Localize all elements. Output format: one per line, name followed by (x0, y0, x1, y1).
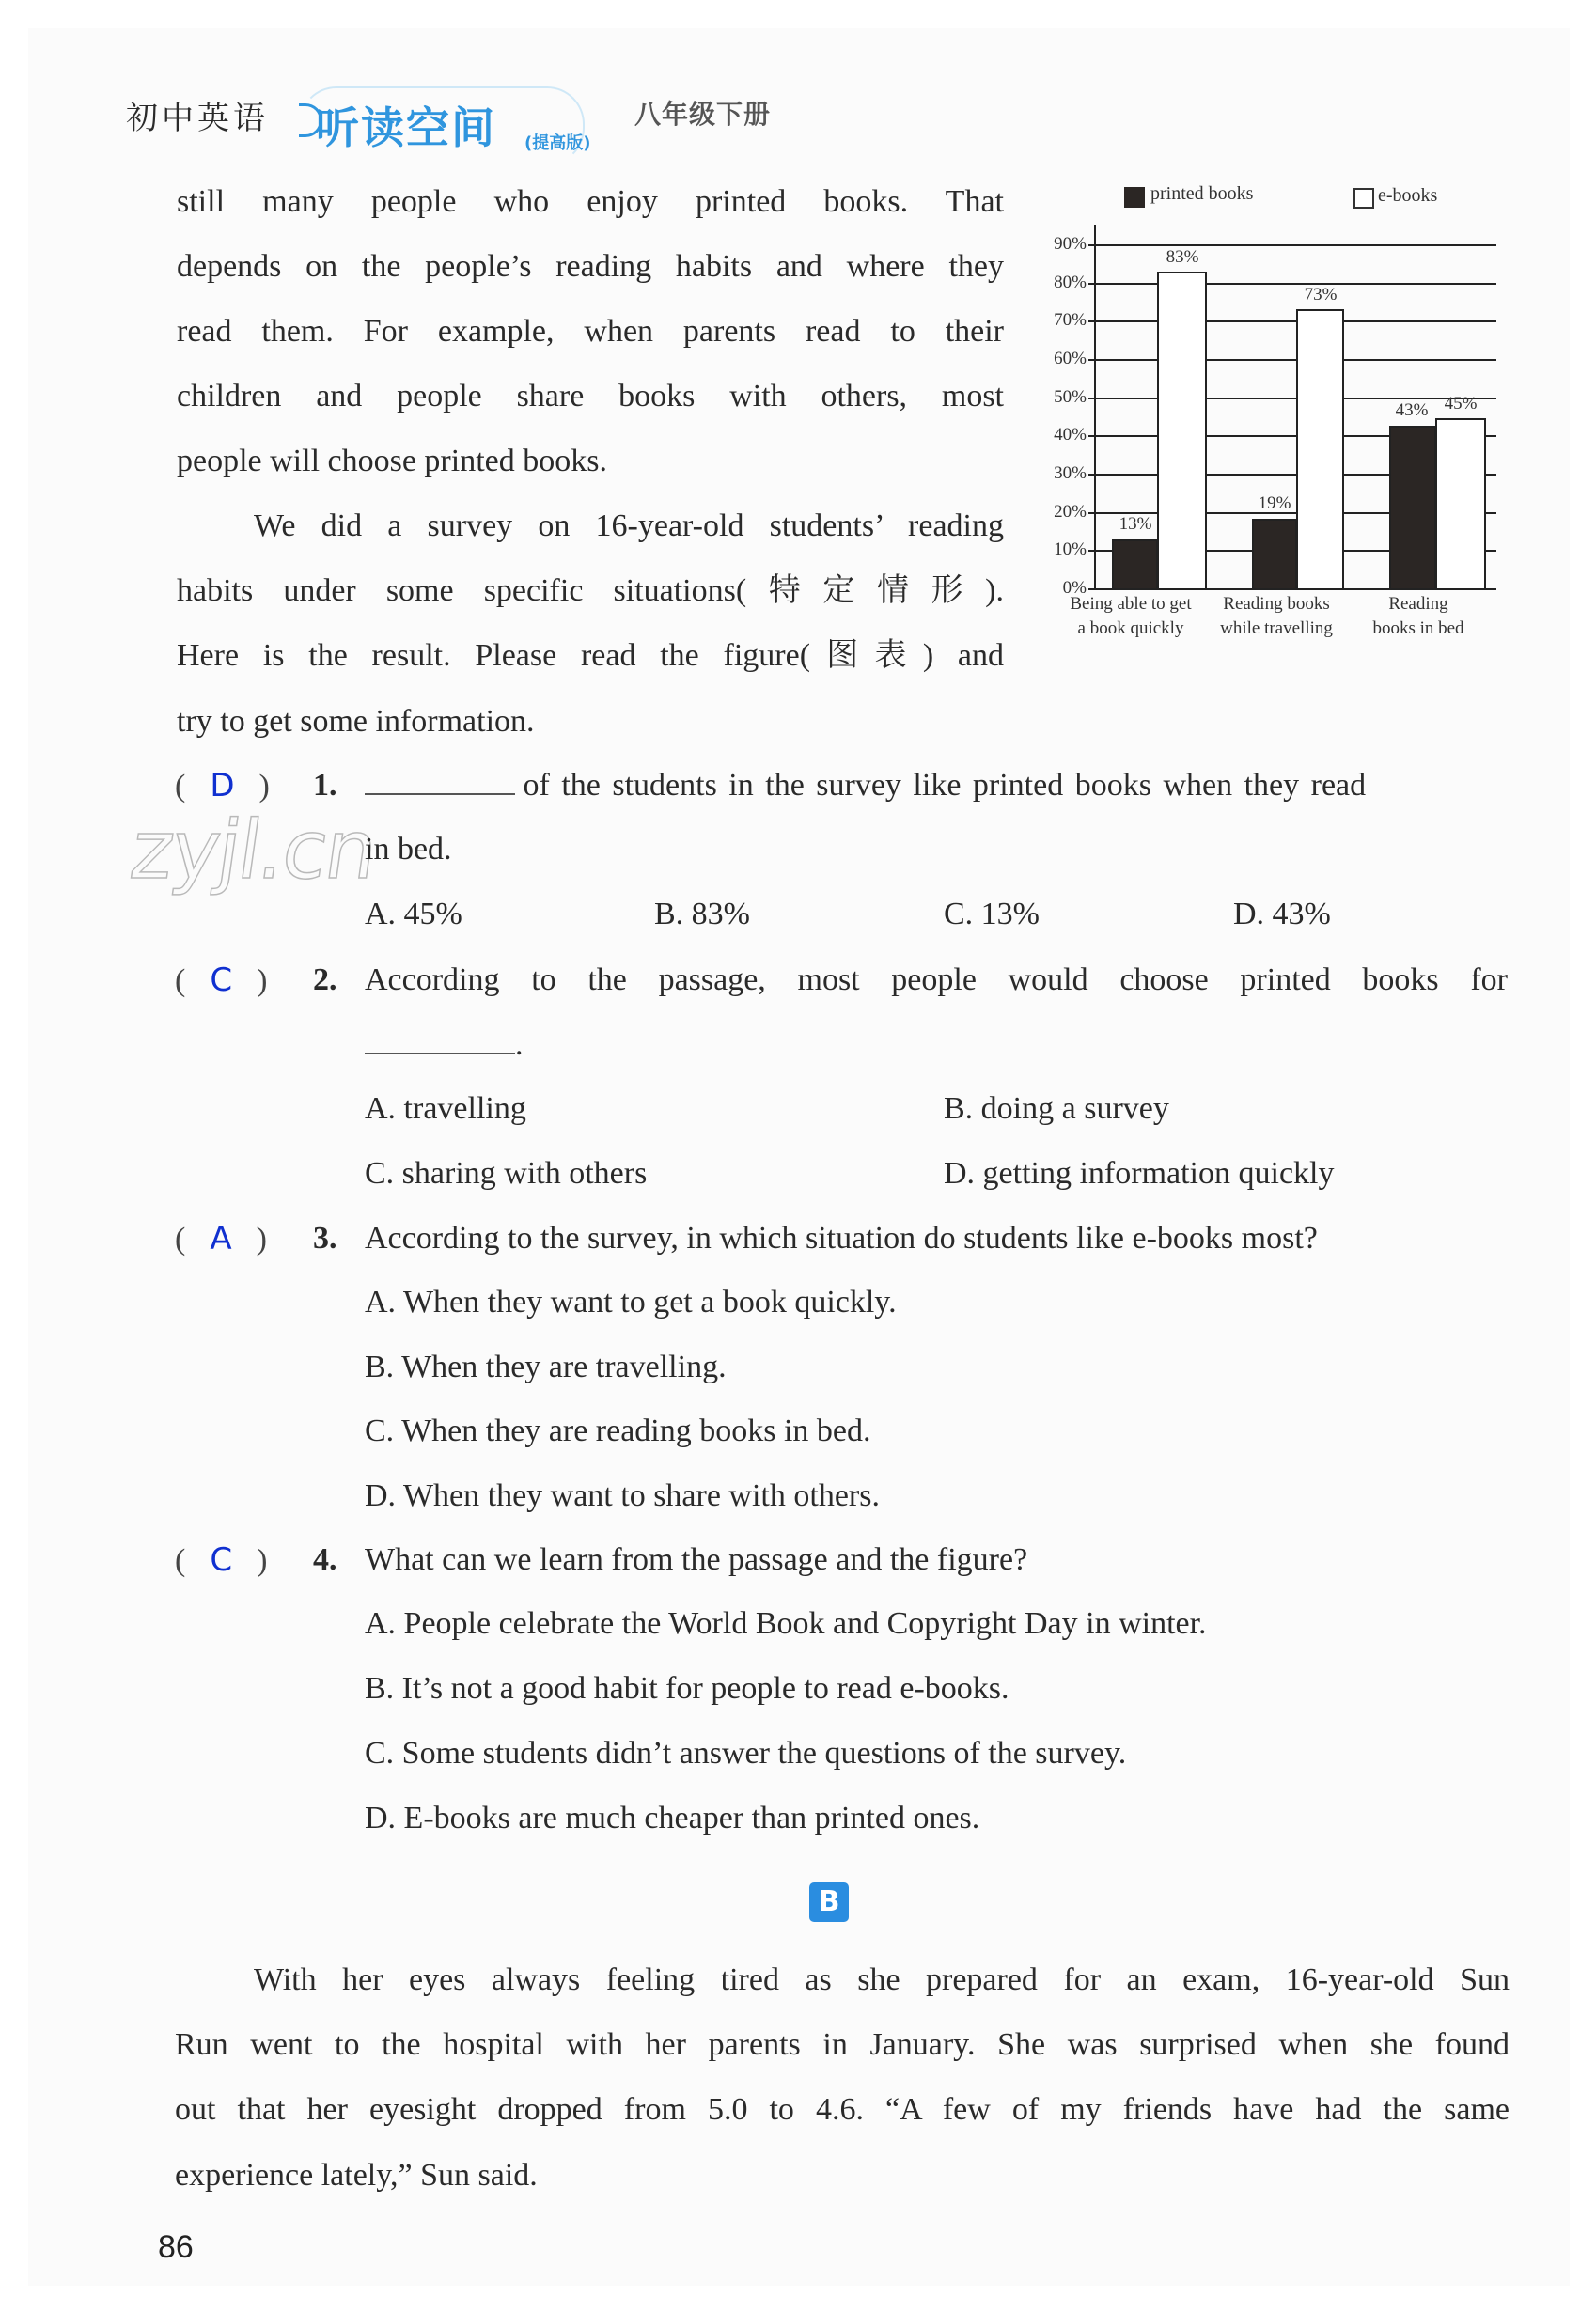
option-a: A. travelling (365, 1091, 526, 1126)
bar-ebook-bed (1435, 418, 1486, 590)
x-label-line: Reading (1388, 594, 1448, 614)
question-number: 1. (313, 768, 337, 803)
y-tick: 70% (1054, 310, 1087, 330)
x-label-line: Reading books (1223, 594, 1330, 614)
option-a: A. When they want to get a book quickly. (365, 1285, 897, 1320)
passage-line: habits under some specific situations(特定情形). (177, 573, 1004, 608)
passage-b-line: Run went to the hospital with her parents in January. She was surprised when she found (175, 2027, 1510, 2062)
bar-ebook-quickly (1157, 272, 1207, 590)
gridline-70 (1088, 320, 1496, 322)
paren-close: ) (256, 1222, 267, 1257)
y-tick: 60% (1054, 349, 1087, 368)
edition-label: (提高版) (524, 133, 591, 153)
bar-ebook-travelling (1296, 309, 1344, 590)
answer-3[interactable]: A (210, 1220, 232, 1258)
bar-printed-quickly (1112, 539, 1158, 590)
passage-line: depends on the people’s reading habits and where they (177, 249, 1004, 284)
option-c: C. sharing with others (365, 1156, 648, 1191)
option-d: D. getting information quickly (944, 1156, 1335, 1191)
paren-close: ) (257, 963, 268, 998)
question-stem: What can we learn from the passage and the figure? (365, 1542, 1028, 1577)
passage-line: Here is the result. Please read the figure(图表) and (177, 638, 1004, 673)
y-tick: 0% (1062, 578, 1087, 598)
option-c: C. When they are reading books in bed. (365, 1414, 871, 1448)
grade-label: 八年级下册 (634, 99, 772, 130)
answer-blank (365, 1026, 515, 1054)
passage-line: children and people share books with others, most (177, 379, 1004, 414)
passage-line: still many people who enjoy printed books. That (177, 184, 1004, 219)
gridline-60 (1088, 359, 1496, 361)
option-a: A. 45% (365, 897, 462, 931)
question-number: 3. (313, 1221, 337, 1256)
y-tick: 50% (1054, 387, 1087, 407)
passage-line: try to get some information. (177, 704, 535, 739)
legend-swatch-ebooks (1353, 188, 1374, 209)
question-3 (175, 1220, 267, 1258)
y-tick: 40% (1054, 425, 1087, 445)
passage-line: We did a survey on 16-year-old students’ reading (254, 508, 1004, 543)
question-2 (175, 961, 267, 999)
question-stem: According to the passage, most people would choose printed books for (365, 962, 1508, 997)
y-tick: 20% (1054, 502, 1087, 522)
bar-printed-bed (1389, 426, 1436, 590)
question-number: 4. (313, 1542, 337, 1577)
passage-b-line: With her eyes always feeling tired as she prepared for an exam, 16-year-old Sun (254, 1962, 1510, 1997)
legend-swatch-printed (1124, 187, 1145, 208)
y-axis (1094, 225, 1096, 590)
question-4 (175, 1541, 267, 1579)
question-number: 2. (313, 962, 337, 997)
brand-logo-text: 听读空间 (316, 102, 496, 153)
paren-close: ) (257, 1543, 268, 1578)
section-b-badge: B (809, 1882, 849, 1922)
option-a: A. People celebrate the World Book and Copyright Day in winter. (365, 1606, 1207, 1641)
passage-line: read them. For example, when parents read to their (177, 314, 1004, 349)
option-d: D. When they want to share with others. (365, 1478, 880, 1513)
legend-label-printed: printed books (1150, 183, 1254, 204)
answer-1[interactable]: D (210, 767, 235, 805)
option-b: B. It’s not a good habit for people to read e-books. (365, 1671, 1009, 1706)
brand-logo (316, 94, 496, 156)
x-label-line: while travelling (1220, 618, 1333, 638)
x-label-line: books in bed (1372, 618, 1464, 638)
y-tick: 30% (1054, 463, 1087, 483)
legend-label-ebooks: e-books (1378, 185, 1438, 206)
passage-line: people will choose printed books. (177, 444, 607, 478)
option-c: C. 13% (944, 897, 1040, 931)
y-tick: 10% (1054, 539, 1087, 559)
bar-printed-travelling (1252, 519, 1297, 590)
value-label: 13% (1119, 514, 1152, 534)
question-stem-line2: in bed. (365, 832, 452, 867)
paren-open: ( (175, 769, 186, 804)
x-label-travelling (1209, 592, 1344, 641)
x-label-quickly (1066, 592, 1196, 641)
x-label-line: Being able to get (1070, 594, 1192, 614)
series-title: 初中英语 (126, 100, 269, 137)
paren-close: ) (258, 769, 270, 804)
value-label: 19% (1258, 493, 1291, 513)
passage-b-line: experience lately,” Sun said. (175, 2158, 538, 2193)
passage-b-line: out that her eyesight dropped from 5.0 to 4.6. “A few of my friends have had the same (175, 2092, 1510, 2127)
y-tick: 90% (1054, 234, 1087, 254)
option-c: C. Some students didn’t answer the questions of the survey. (365, 1736, 1127, 1771)
value-label: 45% (1444, 394, 1478, 414)
answer-2[interactable]: C (210, 961, 233, 999)
option-d: D. 43% (1233, 897, 1331, 931)
x-label-line: a book quickly (1077, 618, 1184, 638)
period: . (515, 1027, 524, 1062)
y-tick: 80% (1054, 273, 1087, 292)
survey-bar-chart (1034, 174, 1541, 653)
page-number: 86 (158, 2229, 194, 2265)
option-d: D. E-books are much cheaper than printed ones. (365, 1801, 980, 1836)
option-b: B. 83% (654, 897, 750, 931)
answer-4[interactable]: C (210, 1541, 233, 1579)
value-label: 43% (1395, 400, 1429, 420)
answer-blank (365, 767, 515, 795)
option-b: B. When they are travelling. (365, 1350, 727, 1384)
paren-open: ( (175, 963, 186, 998)
watermark: zyjl.cn (124, 804, 382, 898)
paren-open: ( (175, 1222, 186, 1257)
value-label: 83% (1166, 247, 1199, 267)
x-label-bed (1359, 592, 1478, 641)
paren-open: ( (175, 1543, 186, 1578)
question-stem: According to the survey, in which situation do students like e-books most? (365, 1221, 1318, 1256)
question-stem-text: of the students in the survey like printed books when they read (523, 768, 1367, 803)
gridline-90 (1088, 244, 1496, 246)
value-label: 73% (1304, 285, 1338, 305)
question-1 (175, 767, 270, 805)
question-stem (365, 767, 1508, 805)
question-stem-line2 (365, 1026, 524, 1064)
option-b: B. doing a survey (944, 1091, 1169, 1126)
